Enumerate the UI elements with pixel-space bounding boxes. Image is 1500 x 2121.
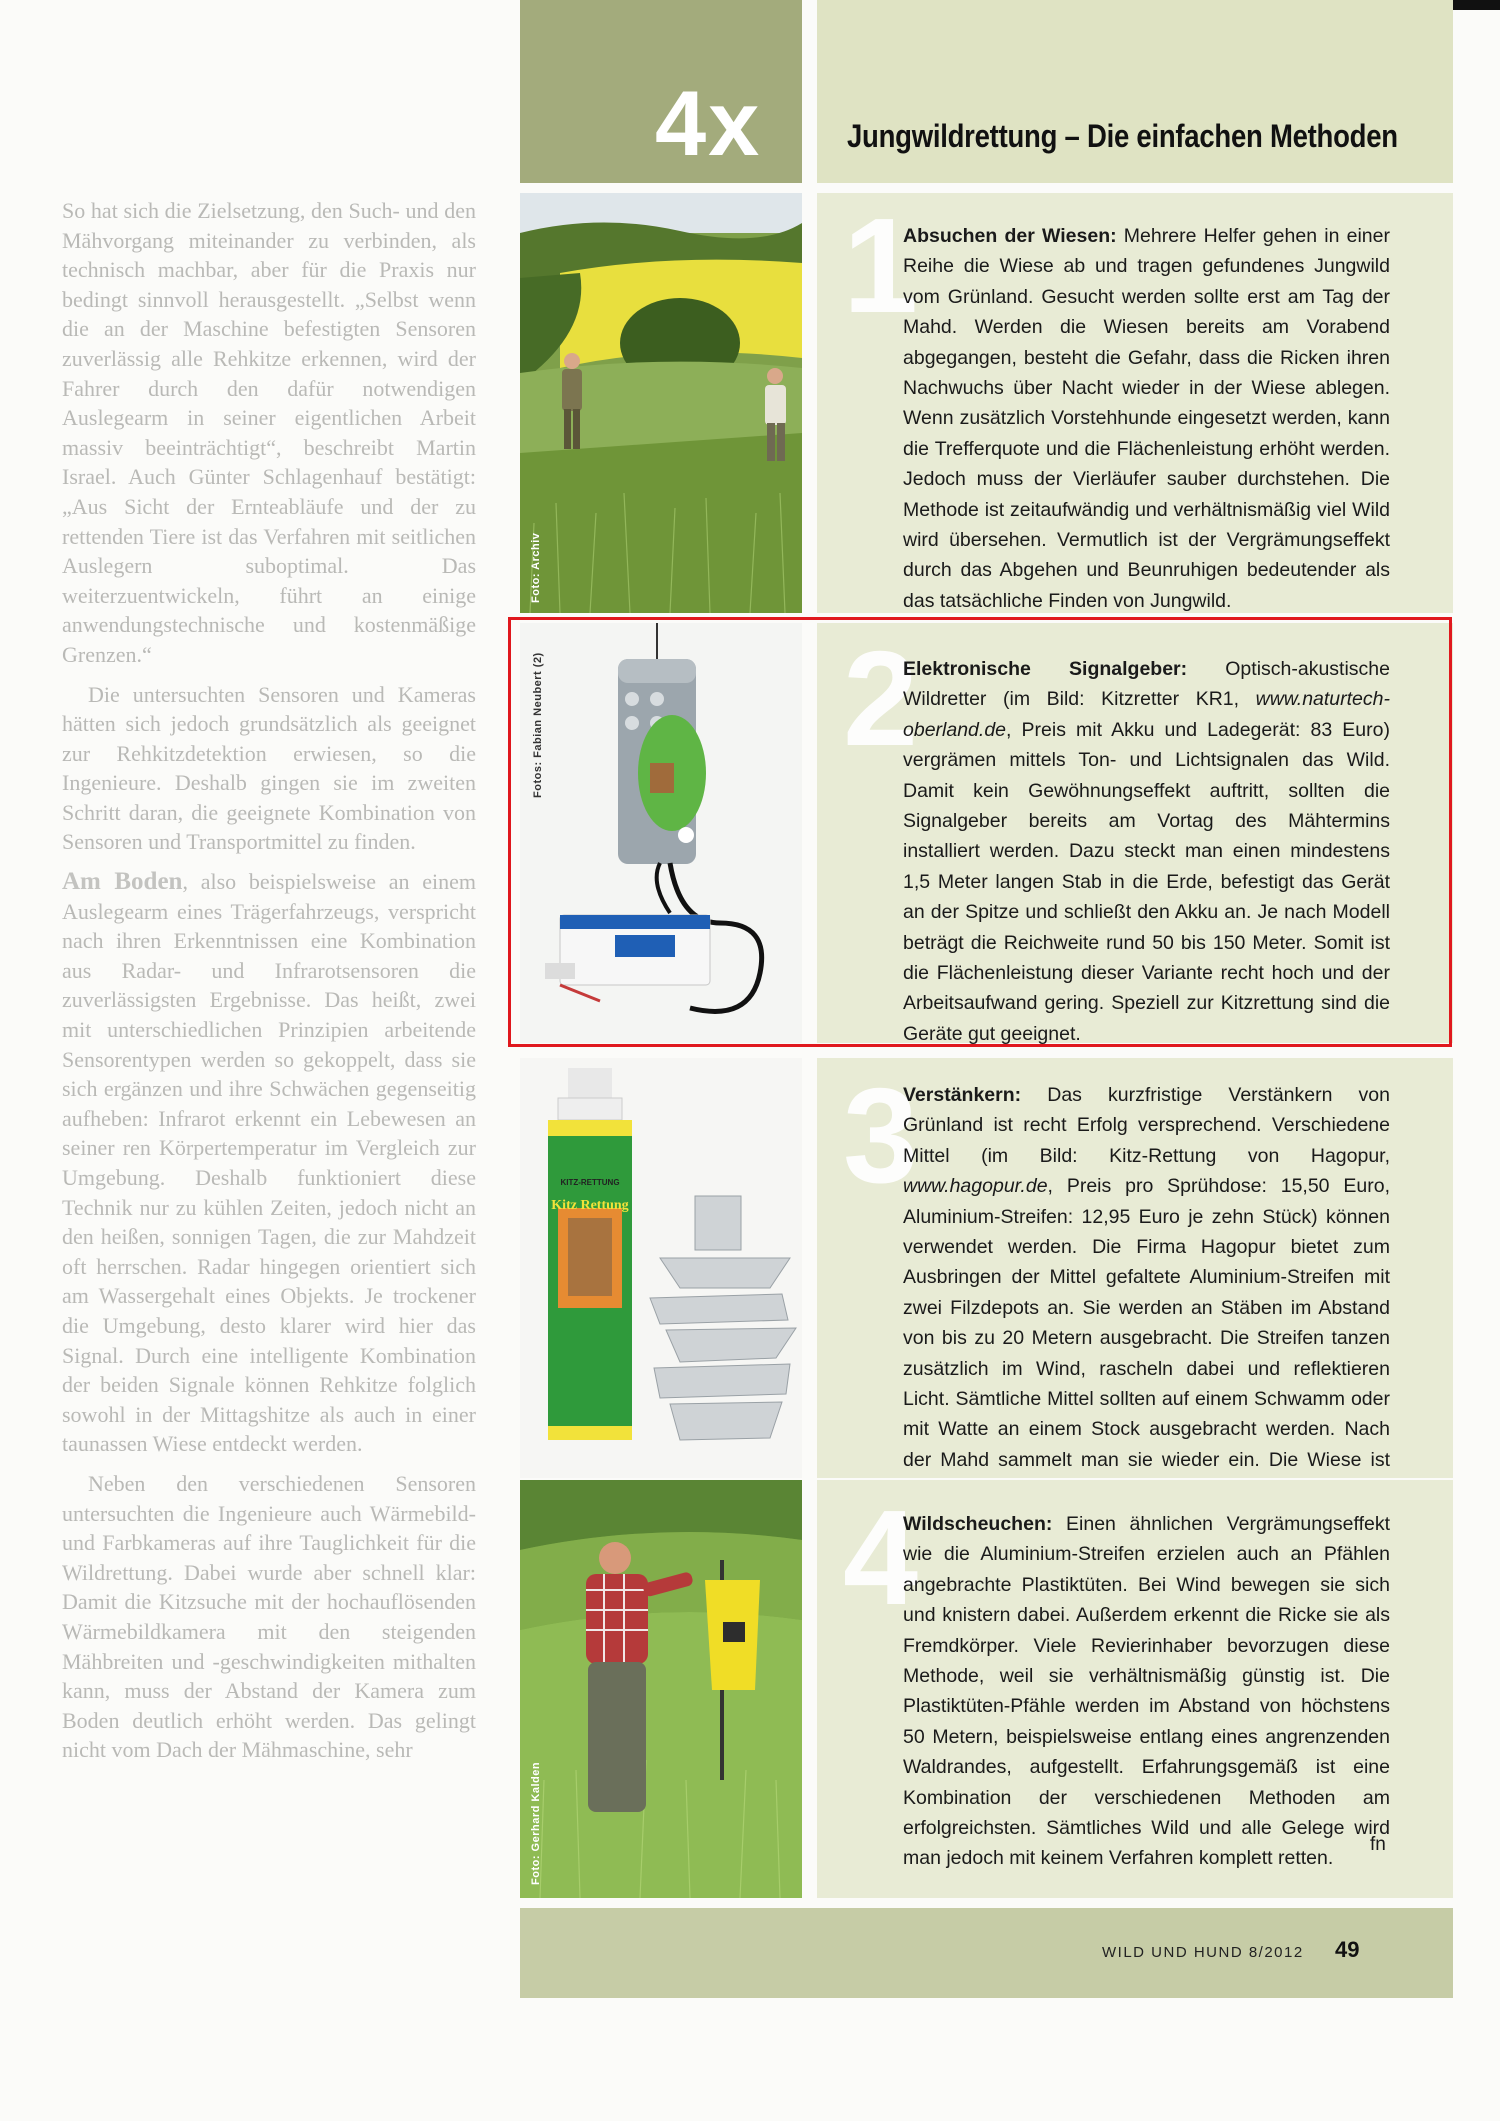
left-paragraph: Die untersuchten Sensoren und Kameras hätten sich jedoch grundsätzlich als geeignet zur Rehkitzdetektion erwiesen, so die Ingenieure. Deshalb gingen sie im zweiten Schritt daran, die geeignete Kombination von Sensoren und Transportmittel zu finden. — [62, 681, 476, 855]
section-heading: Elektronische Signalgeber: — [903, 658, 1188, 680]
scent-products-illustration — [520, 1058, 802, 1478]
author-signoff: fn — [1370, 1834, 1386, 1855]
magazine-issue: WILD UND HUND 8/2012 — [1102, 1944, 1304, 1961]
section-body: Einen ähnlichen Vergrämungseffekt wie die Aluminium-Streifen erzielen auch an Pfählen angebrachte Plastiktüten. Bei Wind bewegen sie sich und knistern dabei. Außerdem erkennt die Ricke sie als Fremdkörper. Viele Revierinhaber bevorzugen diese Methode, weil sie verhältnismäßig günstig ist. Die Plastiktüten-Pfähle werden im Abstand von höchstens 50 Metern, beispielsweise entlang eines angrenzenden Waldrandes, aufgestellt. Erfahrungsgemäß ist eine Kombination der verschiedenen Methoden am erfolgreichsten. Sämtliches Wild und alle Gelege wird man jedoch mit keinem Verfahren komplett retten. — [903, 1513, 1390, 1870]
photo-scent-products — [520, 1058, 802, 1478]
section-number: 3 — [843, 1060, 919, 1211]
highlighted-section-frame — [508, 617, 1452, 1047]
product-link[interactable]: www.naturtech-oberland.de — [903, 688, 1390, 741]
section-4-text — [847, 1509, 1390, 1874]
section-heading: Verstänkern: — [903, 1084, 1022, 1106]
left-paragraph: So hat sich die Zielsetzung, den Such- und den Mähvorgang miteinander zu verbinden, als technisch machbar, aber für die Praxis nur bedingt sinnvoll herausgestellt. „Selbst wenn die an der Maschine befestigten Sensoren zuverlässig alle Rehkitze erkennen, wird der Fahrer durch den dafür notwendigen Auslegearm in seiner eigentlichen Arbeit massiv beeinträchtigt“, beschreibt Martin Israel. Auch Günter Schlagenhauf bestätigt: „Aus Sicht der Ernteabläufe und der zu rettenden Tiere ist das Verfahren mit seitlichen Auslegern suboptimal. Das weiterzuentwickeln, führt an einige anwendungstechnische und kostenmäßige Grenzen.“ — [62, 198, 476, 667]
photo-credit: Fotos: Fabian Neubert (2) — [532, 652, 544, 798]
left-paragraph: Neben den verschiedenen Sensoren untersuchten die Ingenieure auch Wärmebild- und Farbkameras auf ihre Tauglichkeit für die Wildrettung. Dabei wurde aber schnell klar: Damit die Kitzsuche mit der hochauflösenden Wärmebildkamera mit den steigenden Mähbreiten und -geschwindigkeiten mithalten kann, muss der Abstand der Kamera zum Boden deutlich erhöht werden. Das gelingt nicht vom Dach der Mähmaschine, sehr — [62, 1470, 476, 1763]
meadow-photo-illustration — [520, 193, 802, 613]
section-1-panel — [817, 190, 1453, 613]
section-heading: Wildscheuchen: — [903, 1513, 1053, 1535]
scan-edge-mark — [1453, 0, 1500, 10]
scarecrow-photo-illustration — [520, 1480, 802, 1898]
section-number: 4 — [843, 1482, 919, 1633]
bottle-label-top: KITZ-RETTUNG — [560, 1178, 620, 1187]
photo-scarecrow-pole — [520, 1480, 802, 1898]
section-body: Mehrere Helfer gehen in einer Reihe die Wiese ab und tragen gefundenes Jungwild vom Grünland. Gesucht werden sollte erst am Tag der Mahd. Werden die Wiesen bereits am Vorabend abgegangen, besteht die Gefahr, dass die Ricken ihren Nachwuchs über Nacht wieder in der Wiese ablegen. Wenn zusätzlich Vorstehhunde eingesetzt werden, kann die Trefferquote und die Flächenleistung erhöht werden. Jedoch muss der Vierläufer sauber durchstehen. Die Methode ist zeitaufwändig und verhältnismäßig viel Wild wird übersehen. Vermutlich ist der Vergrämungseffekt durch das Abgehen und Beunruhigen bedeutender als das tatsächliche Finden von Jungwild. — [903, 225, 1390, 612]
section-heading: Absuchen der Wiesen: — [903, 225, 1117, 247]
section-number: 1 — [843, 190, 919, 341]
section-body-b: , Preis mit Akku und Ladegerät: 83 Euro) vergrämen mittels Ton- und Lichtsignalen das Wild. Damit kein Gewöhnungseffekt auftritt, sollten die Signalgeber bereits am Vortag des Mähtermins installiert werden. Dazu steckt man einen mindestens 1,5 Meter langen Stab in die Erde, befestigt das Gerät an der Spitze und schließt den Akku an. Je nach Modell beträgt die Reichweite rund 50 bis 150 Meter. Somit ist die Flächenleistung dieser Variante recht hoch und der Arbeitsaufwand gering. Speziell zur Kitzrettung sind die Geräte gut geeignet. — [903, 718, 1390, 1045]
section-body-b: , Preis pro Sprühdose: 15,50 Euro, Aluminium-Streifen: 12,95 Euro je zehn Stück) können verwendet werden. Die Firma Hagopur bietet zum Ausbringen der Mittel gefaltete Aluminium-Streifen mit zwei Filzdepots an. Sie werden an Stäben im Abstand von bis zu 20 Metern ausgebracht. Die Streifen tanzen zusätzlich im Wind, rascheln dabei und reflektieren Licht. Sämtliche Mittel sollten auf einem Schwamm oder mit Watte an einem Stock ausgebracht werden. Nach der Mahd sammelt man sie wieder ein. Die Wiese ist — [903, 1175, 1390, 1471]
page-right-edge — [1455, 0, 1500, 2121]
photo-credit: Foto: Archiv — [530, 532, 542, 603]
lead-word: Am Boden — [62, 868, 183, 896]
photo-meadow-search — [520, 193, 802, 613]
section-body-a: Das kurzfristige Verstänkern von Grünland ist recht Erfolg versprechend. Verschiedene Mittel (im Bild: Kitz-Rettung von Hagopur, — [903, 1084, 1390, 1167]
photo-credit: Foto: Gerhard Kalden — [530, 1761, 542, 1885]
left-article-column — [62, 196, 476, 1775]
lead-rest: , also beispielsweise an einem Auslegearm eines Trägerfahrzeugs, verspricht nach ihren Erkenntnissen eine Kombination aus Radar- und Infrarotsensoren die zuverlässigsten Ergebnisse. Das heißt, zwei mit unterschiedlichen Prinzipien arbeitende Sensorentypen werden so gekoppelt, dass sie sich ergänzen und ihre Schwächen gegenseitig aufheben: Infrarot erkennt ein Lebewesen an seiner ren Körpertemperatur im Vergleich zur Umgebung. Deshalb funktioniert diese Technik nur zu kühlen Zeiten, jedoch nicht an den heißen, sonnigen Tagen, die zur Mahdzeit oft herrschen. Radar hingegen orientiert sich am Wassergehalt eines Objekts. Je trockener die Umgebung, desto klarer wird hier das Signal. Durch eine intelligente Kombination der beiden Signale können Rehkitze folglich sowohl in der Mittagshitze als auch in einer taunassen Wiese entdeckt werden. — [62, 869, 476, 1457]
page-footer — [520, 1908, 1453, 1998]
left-paragraph-lead — [62, 867, 476, 1459]
section-number: 2 — [843, 623, 919, 774]
section-body-a: Optisch-akustische Wildretter (im Bild: Kitzretter KR1, — [903, 658, 1390, 711]
header-title-panel — [817, 0, 1453, 183]
page-title: Jungwildrettung – Die einfachen Methoden — [847, 118, 1398, 154]
page-number: 49 — [1335, 1937, 1360, 1962]
section-1-text — [903, 221, 1390, 616]
section-3-text — [903, 1080, 1390, 1506]
section-3-panel — [817, 1058, 1453, 1478]
count-badge: 4x — [655, 73, 762, 175]
section-4-panel — [817, 1480, 1453, 1898]
bottle-label-big: Kitz Rettung — [551, 1198, 629, 1213]
product-link[interactable]: www.hagopur.de — [903, 1175, 1048, 1198]
